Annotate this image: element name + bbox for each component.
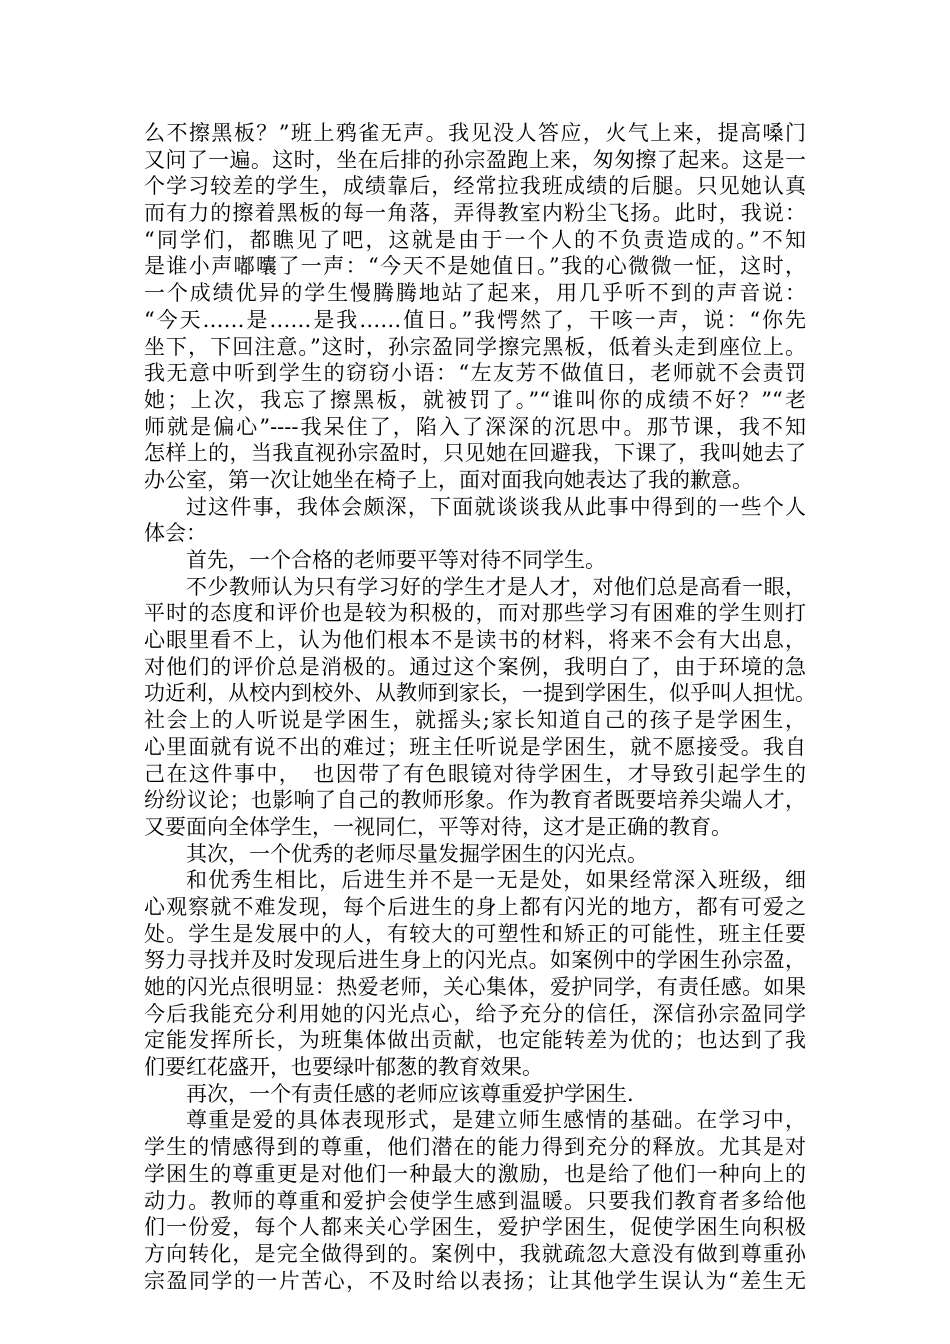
text-line: 己在这件事中， 也因带了有色眼镜对待学困生，才导致引起学生的 xyxy=(144,761,806,786)
text-line: 一个成绩优异的学生慢腾腾地站了起来，用几乎听不到的声音说： xyxy=(144,281,806,306)
text-line: 心里面就有说不出的难过；班主任听说是学困生，就不愿接受。我自 xyxy=(144,734,806,759)
document-page xyxy=(144,120,816,1294)
text-line: 尊重是爱的具体表现形式，是建立师生感情的基础。在学习中， xyxy=(186,1108,806,1133)
text-line: 又要面向全体学生，一视同仁，平等对待，这才是正确的教育。 xyxy=(144,814,732,839)
text-line: 们一份爱，每个人都来关心学困生，爱护学困生，促使学困生向积极 xyxy=(144,1215,806,1240)
text-line: 我无意中听到学生的窃窃小语：“左友芳不做值日，老师就不会责罚 xyxy=(144,361,806,386)
text-line: 社会上的人听说是学困生，就摇头;家长知道自己的孩子是学困生， xyxy=(144,708,806,733)
text-line: 首先，一个合格的老师要平等对待不同学生。 xyxy=(186,548,606,572)
text-line: 而有力的擦着黑板的每一角落，弄得教室内粉尘飞扬。此时，我说： xyxy=(144,201,806,226)
text-line: 体会： xyxy=(144,521,207,546)
text-line: 动力。教师的尊重和爱护会使学生感到温暖。只要我们教育者多给他 xyxy=(144,1188,806,1213)
text-line: 和优秀生相比，后进生并不是一无是处，如果经常深入班级，细 xyxy=(186,868,806,893)
text-line: 努力寻找并及时发现后进生身上的闪光点。如案例中的学困生孙宗盈， xyxy=(144,948,806,973)
text-line: 学困生的尊重更是对他们一种最大的激励，也是给了他们一种向上的 xyxy=(144,1161,806,1186)
text-line: 方向转化，是完全做得到的。案例中，我就疏忽大意没有做到尊重孙 xyxy=(144,1241,806,1266)
text-line: 今后我能充分利用她的闪光点心，给予充分的信任，深信孙宗盈同学 xyxy=(144,1001,806,1026)
text-line: 又问了一遍。这时，坐在后排的孙宗盈跑上来，匆匆擦了起来。这是一 xyxy=(144,147,806,172)
text-line: 心眼里看不上，认为他们根本不是读书的材料，将来不会有大出息， xyxy=(144,628,806,653)
text-line: 学生的情感得到的尊重，他们潜在的能力得到充分的释放。尤其是对 xyxy=(144,1135,806,1160)
text-line: 她的闪光点很明显：热爱老师，关心集体，爱护同学，有责任感。如果 xyxy=(144,975,806,999)
text-line: 坐下，下回注意。”这时，孙宗盈同学擦完黑板，低着头走到座位上。 xyxy=(144,334,806,359)
text-line: 是谁小声嘟囔了一声：“今天不是她值日。”我的心微微一怔，这时， xyxy=(144,254,806,279)
text-line: 其次，一个优秀的老师尽量发掘学困生的闪光点。 xyxy=(186,841,648,866)
text-line: 处。学生是发展中的人，有较大的可塑性和矫正的可能性，班主任要 xyxy=(144,921,806,946)
text-line: 她；上次，我忘了擦黑板，就被罚了。”“谁叫你的成绩不好？”“老 xyxy=(144,387,806,412)
text-line: 个学习较差的学生，成绩靠后，经常拉我班成绩的后腿。只见她认真 xyxy=(144,174,806,199)
text-line: 过这件事，我体会颇深，下面就谈谈我从此事中得到的一些个人 xyxy=(186,494,806,519)
text-line: 么不擦黑板？”班上鸦雀无声。我见没人答应，火气上来，提高嗓门 xyxy=(144,121,806,145)
text-line: 再次，一个有责任感的老师应该尊重爱护学困生. xyxy=(186,1081,634,1106)
text-line: 怎样上的，当我直视孙宗盈时，只见她在回避我，下课了，我叫她去了 xyxy=(144,441,806,466)
text-line: “同学们，都瞧见了吧，这就是由于一个人的不负责造成的。”不知 xyxy=(144,227,806,252)
text-line: 宗盈同学的一片苦心，不及时给以表扬；让其他学生误认为“差生无 xyxy=(144,1268,806,1293)
text-line: 们要红花盛开，也要绿叶郁葱的教育效果。 xyxy=(144,1055,543,1080)
text-line: 对他们的评价总是消极的。通过这个案例，我明白了，由于环境的急 xyxy=(144,654,806,679)
text-line: 不少教师认为只有学习好的学生才是人才，对他们总是高看一眼， xyxy=(186,574,806,599)
text-line: 功近利，从校内到校外、从教师到家长，一提到学困生，似乎叫人担忧。 xyxy=(144,681,816,706)
text-line: 定能发挥所长，为班集体做出贡献，也定能转差为优的；也达到了我 xyxy=(144,1028,806,1053)
text-line: 平时的态度和评价也是较为积极的，而对那些学习有困难的学生则打 xyxy=(144,601,806,626)
text-line: 师就是偏心”----我呆住了，陷入了深深的沉思中。那节课，我不知 xyxy=(144,414,806,439)
text-line: 心观察就不难发现，每个后进生的身上都有闪光的地方，都有可爱之 xyxy=(144,894,806,919)
text-line: 纷纷议论；也影响了自己的教师形象。作为教育者既要培养尖端人才， xyxy=(144,788,806,813)
text-line: “今天……是……是我……值日。”我愕然了，干咳一声，说：“你先 xyxy=(144,307,806,332)
text-line: 办公室，第一次让她坐在椅子上，面对面我向她表达了我的歉意。 xyxy=(144,467,753,492)
